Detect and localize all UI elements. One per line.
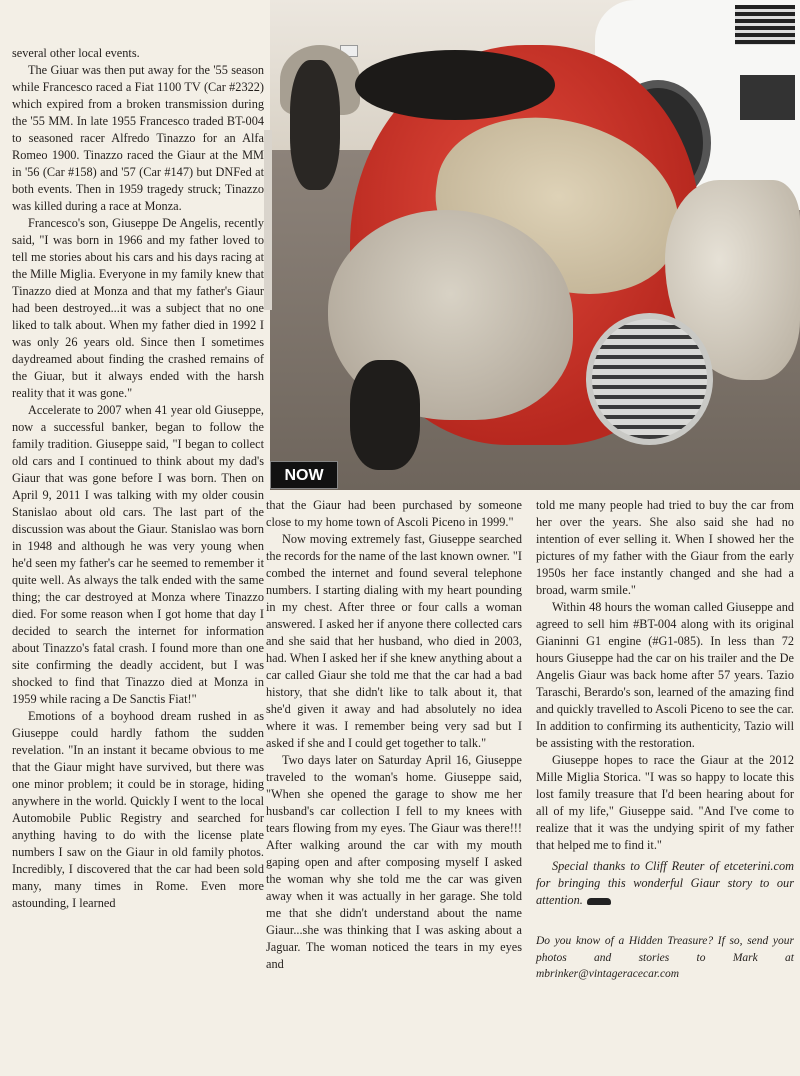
end-mark-car-icon	[587, 898, 611, 905]
paragraph: Accelerate to 2007 when 41 year old Giuseppe, now a successful banker, began to follow the family tradition. Giuseppe said, "I began to collect old cars and I continued to think about my dad's Giaur that was gone before I was born. Then on April 9, 2011 I was talking with my older cousin Stanislao about old cars. The last part of the discussion was about the Giaur. Stanislao was born in 1948 and although he was very young when he'd seen my father's car he seemed to remember it quite well. As always the talk ended with the same thing; the car destroyed at Monza where Tinazzo died. For some reason when I got home that day I decided to search the internet for information about Tinazzo's fatal crash. I found more than one site confirming the deadly accident, but I was shocked to find that Tinazzo died at Monza in 1959 while racing a De Sanctis Fiat!"	[12, 403, 264, 706]
paragraph: The Giuar was then put away for the '55 season while Francesco raced a Fiat 1100 TV (Car #2322) which expired from a broken transmission during the '55 MM. In late 1955 Francesco traded BT-004 to seasoned racer Alfredo Tinazzo for an Alfa Romeo 1900. Tinazzo raced the Giaur at the MM in '56 (Car #158) and '57 (Car #147) but DNFed at both events. Then in 1959 tragedy struck; Tinazzo was killed during a race at Monza.	[12, 63, 264, 213]
white-car-window	[740, 75, 795, 120]
paragraph: that the Giaur had been purchased by someone close to my home town of Ascoli Piceno in 1999."	[266, 498, 522, 529]
article-column-2	[266, 497, 522, 973]
previous-photo-edge	[264, 130, 272, 310]
contact-email[interactable]: mbrinker@vintageracecar.com	[536, 968, 680, 980]
thanks-credit	[536, 858, 794, 909]
paragraph: Emotions of a boyhood dream rushed in as Giuseppe could hardly fathom the sudden revelation. "In an instant it became obvious to me that the Giaur might have survived, but there was one minor problem; it could be in storage, hiding anywhere in the world. Quickly I went to the local Automobile Public Registry and searched for anything having to do with the license plate numbers I saw on the Giaur in old family photos. Incredibly, I discovered that the car had been sold many, many times in Rome. Even more astounding, I learned	[12, 709, 264, 910]
paragraph: Francesco's son, Giuseppe De Angelis, recently said, "I was born in 1966 and my father loved to tell me stories about his cars and his days racing at the Mille Miglia. Everyone in my family knew that Tinazzo died at Monza and that my father's Giaur had been destroyed...it was a subject that no one liked to talk about. When my father died in 1992 I was only 26 years old. Since then I sometimes daydreamed about finding the crashed remains of the Giuar, but it always ended with the harsh reality that it was gone."	[12, 216, 264, 400]
giaur-front-wheel	[350, 360, 420, 470]
paragraph: several other local events.	[12, 46, 140, 60]
paragraph: Now moving extremely fast, Giuseppe searched the records for the name of the last known owner. "I combed the internet and found several telephone numbers. I starting dialing with my heart pounding in my chest. After three or four calls a woman answered. I asked her if anyone there collected cars and she said that her husband, who died in 2003, had. When I asked her if she knew anything about a car called Giaur she told me that the car had a bad history, that she didn't like to talk about it, that she'd given it away and had absolutely no idea where it was. I remember being very sad but I asked if she and I could get together to talk."	[266, 532, 523, 750]
car-photo	[270, 0, 800, 490]
sidebar-text: Do you know of a Hidden Treasure? If so, send your photos and stories to Mark at	[536, 935, 794, 964]
giaur-cockpit	[355, 50, 555, 120]
paragraph: Two days later on Saturday April 16, Giuseppe traveled to the woman's home. Giuseppe said, "When she opened the garage to show me her husband's car collection I fell to my knees with tears flowing from my eyes. The Giaur was there!!! After walking around the car with my mouth gaping open and after composing myself I asked the woman why she told me the car was given away when it was actually in her garage. She told me that she didn't understand about the name Giaur...she was thinking that I was asking about a Jaguar. The woman noticed the tears in my eyes and	[266, 753, 522, 971]
now-label: NOW	[270, 461, 338, 489]
white-car-vent	[735, 5, 795, 45]
article-column-1	[12, 45, 264, 912]
paragraph: told me many people had tried to buy the car from her over the years. She also said she had no intention of ever selling it. When I showed her the pictures of my father with the Giaur from the early 1950s her face instantly changed and she had a broad, warm smile."	[536, 498, 794, 597]
paragraph: Within 48 hours the woman called Giuseppe and agreed to sell him #BT-004 along with its original Gianinni G1 engine (#G1-085). In less than 72 hours Giuseppe had the car on his trailer and the De Angelis Giaur was back home after 57 years. Tazio Taraschi, Berardo's son, learned of the amazing find and quickly travelled to Ascoli Piceno to see the car. In addition to confirming its authenticity, Tazio will be assisting with the restoration.	[536, 600, 794, 750]
thanks-text: Special thanks to Cliff Reuter of etceterini.com for bringing this wonderful Giaur story to our attention.	[536, 859, 794, 907]
giaur-rear-wheel	[290, 60, 340, 190]
paragraph: Giuseppe hopes to race the Giaur at the 2012 Mille Miglia Storica. "I was so happy to locate this lost family treasure that I'd been hearing about for all of my life," Giuseppe said. "And I've come to realize that it was the undying spirit of my father that helped me to find it."	[536, 753, 794, 852]
giaur-grille	[586, 313, 713, 445]
article-column-3	[536, 497, 794, 983]
hidden-treasure-sidebar	[536, 933, 794, 983]
